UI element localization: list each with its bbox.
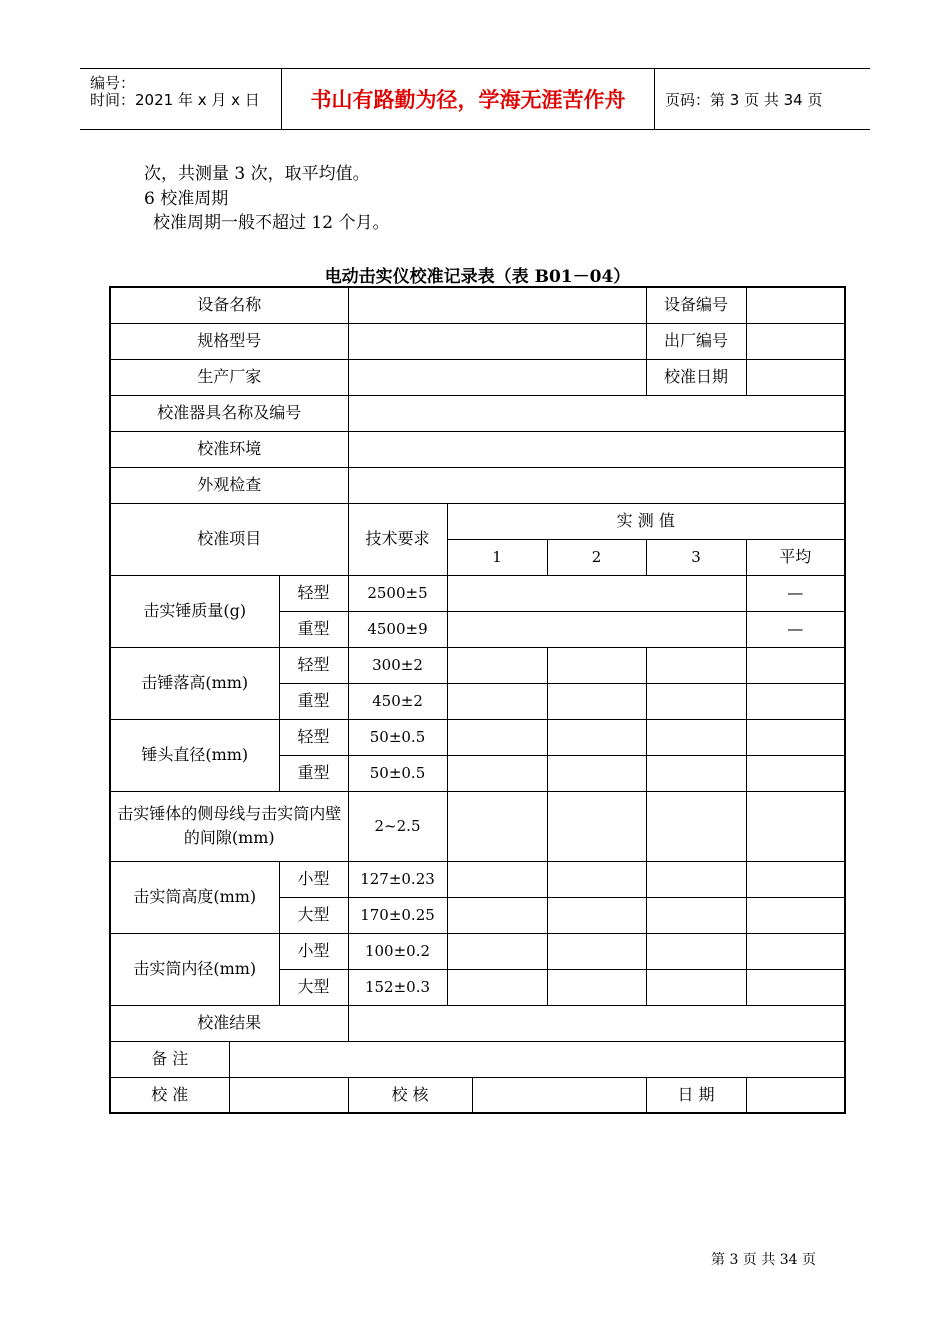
value-cell[interactable] [646,897,746,933]
cyl-height-large-req: 170±0.25 [348,897,447,933]
value-cell[interactable] [547,647,646,683]
appearance-field[interactable] [348,467,845,503]
type-large: 大型 [279,969,348,1005]
drop-height-light-req: 300±2 [348,647,447,683]
value-cell[interactable] [547,791,646,861]
value-cell[interactable] [447,791,547,861]
table-row [110,861,845,897]
table-row [110,791,845,861]
value-cell[interactable] [746,719,845,755]
value-cell[interactable] [447,969,547,1005]
table-row [110,431,845,467]
value-cell[interactable] [547,719,646,755]
value-cell[interactable] [646,861,746,897]
cyl-height-label: 击实筒高度(mm) [110,861,279,933]
value-cell[interactable] [547,933,646,969]
model-label: 规格型号 [110,323,348,359]
remark-label: 备 注 [110,1041,229,1077]
value-cell[interactable] [746,683,845,719]
value-cell[interactable] [746,861,845,897]
value-cell[interactable] [646,969,746,1005]
appearance-label: 外观检查 [110,467,348,503]
checker-label: 校 核 [348,1077,472,1113]
table-title: 电动击实仪校准记录表（表 B01－04） [324,267,631,287]
type-heavy: 重型 [279,611,348,647]
value-cell[interactable] [646,933,746,969]
cyl-dia-large-req: 152±0.3 [348,969,447,1005]
value-cell[interactable] [746,969,845,1005]
factory-no-label: 出厂编号 [646,323,746,359]
table-row [110,359,845,395]
model-field[interactable] [348,323,646,359]
body-line-1: 次，共测量 3 次，取平均值。 [144,164,370,184]
table-row [110,575,845,611]
drop-height-heavy-req: 450±2 [348,683,447,719]
result-label: 校准结果 [110,1005,348,1041]
calib-date-field[interactable] [746,359,845,395]
value-cell[interactable] [746,755,845,791]
instrument-field[interactable] [348,395,845,431]
table-row [110,719,845,755]
table-row [110,323,845,359]
measure-1-header: 1 [447,539,547,575]
value-cell[interactable] [447,897,547,933]
table-row [110,647,845,683]
code-label: 编号： [90,74,136,92]
measure-3-header: 3 [646,539,746,575]
hammer-mass-light-value[interactable] [447,575,746,611]
average-header: 平均 [746,539,845,575]
checker-field[interactable] [472,1077,646,1113]
manufacturer-field[interactable] [348,359,646,395]
hammer-mass-heavy-value[interactable] [447,611,746,647]
type-light: 轻型 [279,575,348,611]
cyl-dia-label: 击实筒内径(mm) [110,933,279,1005]
device-name-label: 设备名称 [110,287,348,323]
measure-2-header: 2 [547,539,646,575]
type-heavy: 重型 [279,683,348,719]
hammer-mass-label: 击实锤质量(g) [110,575,279,647]
average-dash: — [746,575,845,611]
device-name-field[interactable] [348,287,646,323]
calibrator-field[interactable] [229,1077,348,1113]
value-cell[interactable] [746,933,845,969]
time-label: 时间：2021 年 x 月 x 日 [90,91,260,109]
manufacturer-label: 生产厂家 [110,359,348,395]
header-page-number: 页码：第 3 页 共 34 页 [665,90,823,109]
value-cell[interactable] [646,647,746,683]
environment-field[interactable] [348,431,845,467]
remark-field[interactable] [229,1041,845,1077]
value-cell[interactable] [447,647,547,683]
head-dia-label: 锤头直径(mm) [110,719,279,791]
value-cell[interactable] [547,861,646,897]
table-row [110,1005,845,1041]
type-light: 轻型 [279,647,348,683]
head-dia-light-req: 50±0.5 [348,719,447,755]
value-cell[interactable] [447,933,547,969]
value-cell[interactable] [447,719,547,755]
measured-header: 实 测 值 [447,503,845,539]
device-no-label: 设备编号 [646,287,746,323]
date-label: 日 期 [646,1077,746,1113]
value-cell[interactable] [447,683,547,719]
environment-label: 校准环境 [110,431,348,467]
type-large: 大型 [279,897,348,933]
gap-req: 2~2.5 [348,791,447,861]
value-cell[interactable] [547,683,646,719]
type-small: 小型 [279,933,348,969]
body-line-3: 校准周期一般不超过 12 个月。 [153,213,390,233]
instrument-label: 校准器具名称及编号 [110,395,348,431]
date-field[interactable] [746,1077,845,1113]
hammer-mass-light-req: 2500±5 [348,575,447,611]
table-row [110,1077,845,1113]
body-line-2: 6 校准周期 [144,189,229,209]
header-motto: 书山有路勤为径，学海无涯苦作舟 [282,69,655,129]
head-dia-heavy-req: 50±0.5 [348,755,447,791]
value-cell[interactable] [447,755,547,791]
table-row [110,287,845,323]
type-light: 轻型 [279,719,348,755]
value-cell[interactable] [746,897,845,933]
type-small: 小型 [279,861,348,897]
gap-label: 击实锤体的侧母线与击实筒内壁的间隙(mm) [110,791,348,861]
type-heavy: 重型 [279,755,348,791]
item-header: 校准项目 [110,503,348,575]
table-row [110,467,845,503]
page-footer: 第 3 页 共 34 页 [711,1252,816,1268]
value-cell[interactable] [746,647,845,683]
calib-date-label: 校准日期 [646,359,746,395]
cyl-height-small-req: 127±0.23 [348,861,447,897]
device-no-field[interactable] [746,287,845,323]
drop-height-label: 击锤落高(mm) [110,647,279,719]
hammer-mass-heavy-req: 4500±9 [348,611,447,647]
value-cell[interactable] [447,861,547,897]
value-cell[interactable] [746,791,845,861]
tech-req-header: 技术要求 [348,503,447,575]
value-cell[interactable] [547,755,646,791]
result-field[interactable] [348,1005,845,1041]
cyl-dia-small-req: 100±0.2 [348,933,447,969]
calibration-record-table [109,286,846,1114]
factory-no-field[interactable] [746,323,845,359]
table-row [110,1041,845,1077]
table-row [110,395,845,431]
value-cell[interactable] [646,683,746,719]
average-dash: — [746,611,845,647]
header-meta [80,69,282,129]
value-cell[interactable] [646,755,746,791]
value-cell[interactable] [646,719,746,755]
calibrator-label: 校 准 [110,1077,229,1113]
value-cell[interactable] [547,897,646,933]
value-cell[interactable] [646,791,746,861]
page-header [80,68,870,130]
value-cell[interactable] [547,969,646,1005]
table-row [110,933,845,969]
table-row [110,503,845,539]
